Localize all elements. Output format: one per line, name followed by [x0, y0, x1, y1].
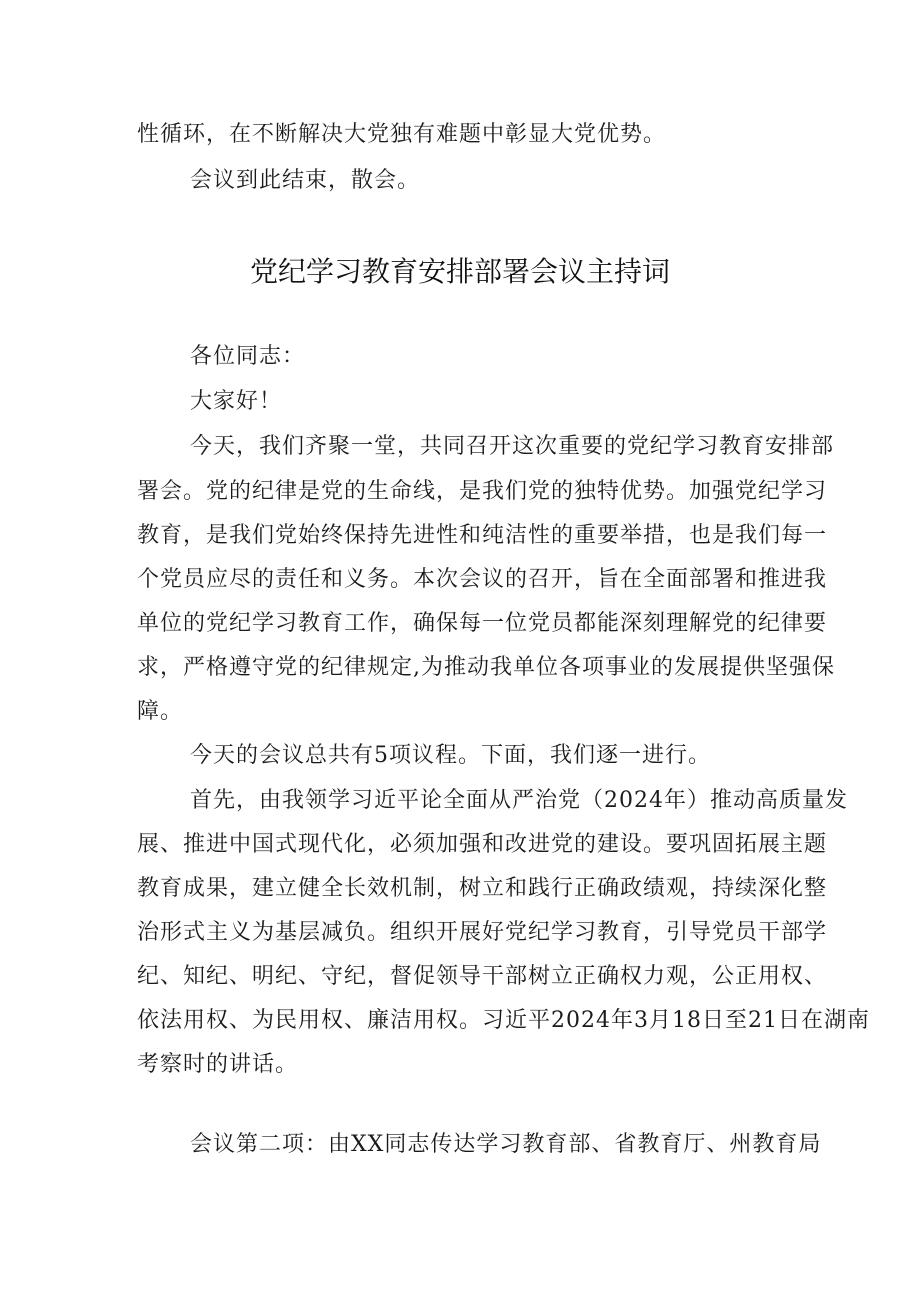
greeting: 大家好！ — [190, 389, 283, 414]
salutation: 各位同志： — [190, 344, 306, 369]
para3-line-4: 治形式主义为基层减负。组织开展好党纪学习教育，引导党员干部学 — [137, 920, 828, 945]
para3-line-7: 考察时的讲话。 — [137, 1052, 299, 1077]
para3-line-3: 教育成果，建立健全长效机制，树立和践行正确政绩观，持续深化整 — [137, 876, 828, 901]
para1-line-5: 单位的党纪学习教育工作，确保每一位党员都能深刻理解党的纪律要 — [137, 611, 828, 636]
para1-line-7: 障。 — [137, 699, 184, 724]
para1-line-3: 教育，是我们党始终保持先进性和纯洁性的重要举措，也是我们每一 — [137, 523, 828, 548]
para3-line-6: 依法用权、为民用权、廉洁用权。习近平2024年3月18日至21日在湖南 — [137, 1008, 870, 1033]
prev-section-closing-line: 会议到此结束，散会。 — [190, 168, 421, 193]
para4-agenda-item-2: 会议第二项：由XX同志传达学习教育部、省教育厅、州教育局 — [190, 1132, 822, 1157]
para3-line-5: 纪、知纪、明纪、守纪，督促领导干部树立正确权力观，公正用权、 — [137, 964, 828, 989]
prev-section-line-1: 性循环，在不断解决大党独有难题中彰显大党优势。 — [137, 122, 667, 147]
para1-line-1: 今天，我们齐聚一堂，共同召开这次重要的党纪学习教育安排部 — [190, 434, 835, 459]
document-title: 党纪学习教育安排部署会议主持词 — [249, 255, 670, 288]
para2-agenda-count: 今天的会议总共有5项议程。下面，我们逐一进行。 — [190, 743, 711, 768]
para1-line-4: 个党员应尽的责任和义务。本次会议的召开，旨在全面部署和推进我 — [137, 567, 828, 592]
para1-line-6: 求，严格遵守党的纪律规定,为推动我单位各项事业的发展提供坚强保 — [137, 655, 835, 680]
para3-line-1: 首先，由我领学习近平论全面从严治党（2024年）推动高质量发 — [190, 788, 848, 813]
para3-line-2: 展、推进中国式现代化，必须加强和改进党的建设。要巩固拓展主题 — [137, 832, 828, 857]
para1-line-2: 署会。党的纪律是党的生命线，是我们党的独特优势。加强党纪学习 — [137, 479, 828, 504]
